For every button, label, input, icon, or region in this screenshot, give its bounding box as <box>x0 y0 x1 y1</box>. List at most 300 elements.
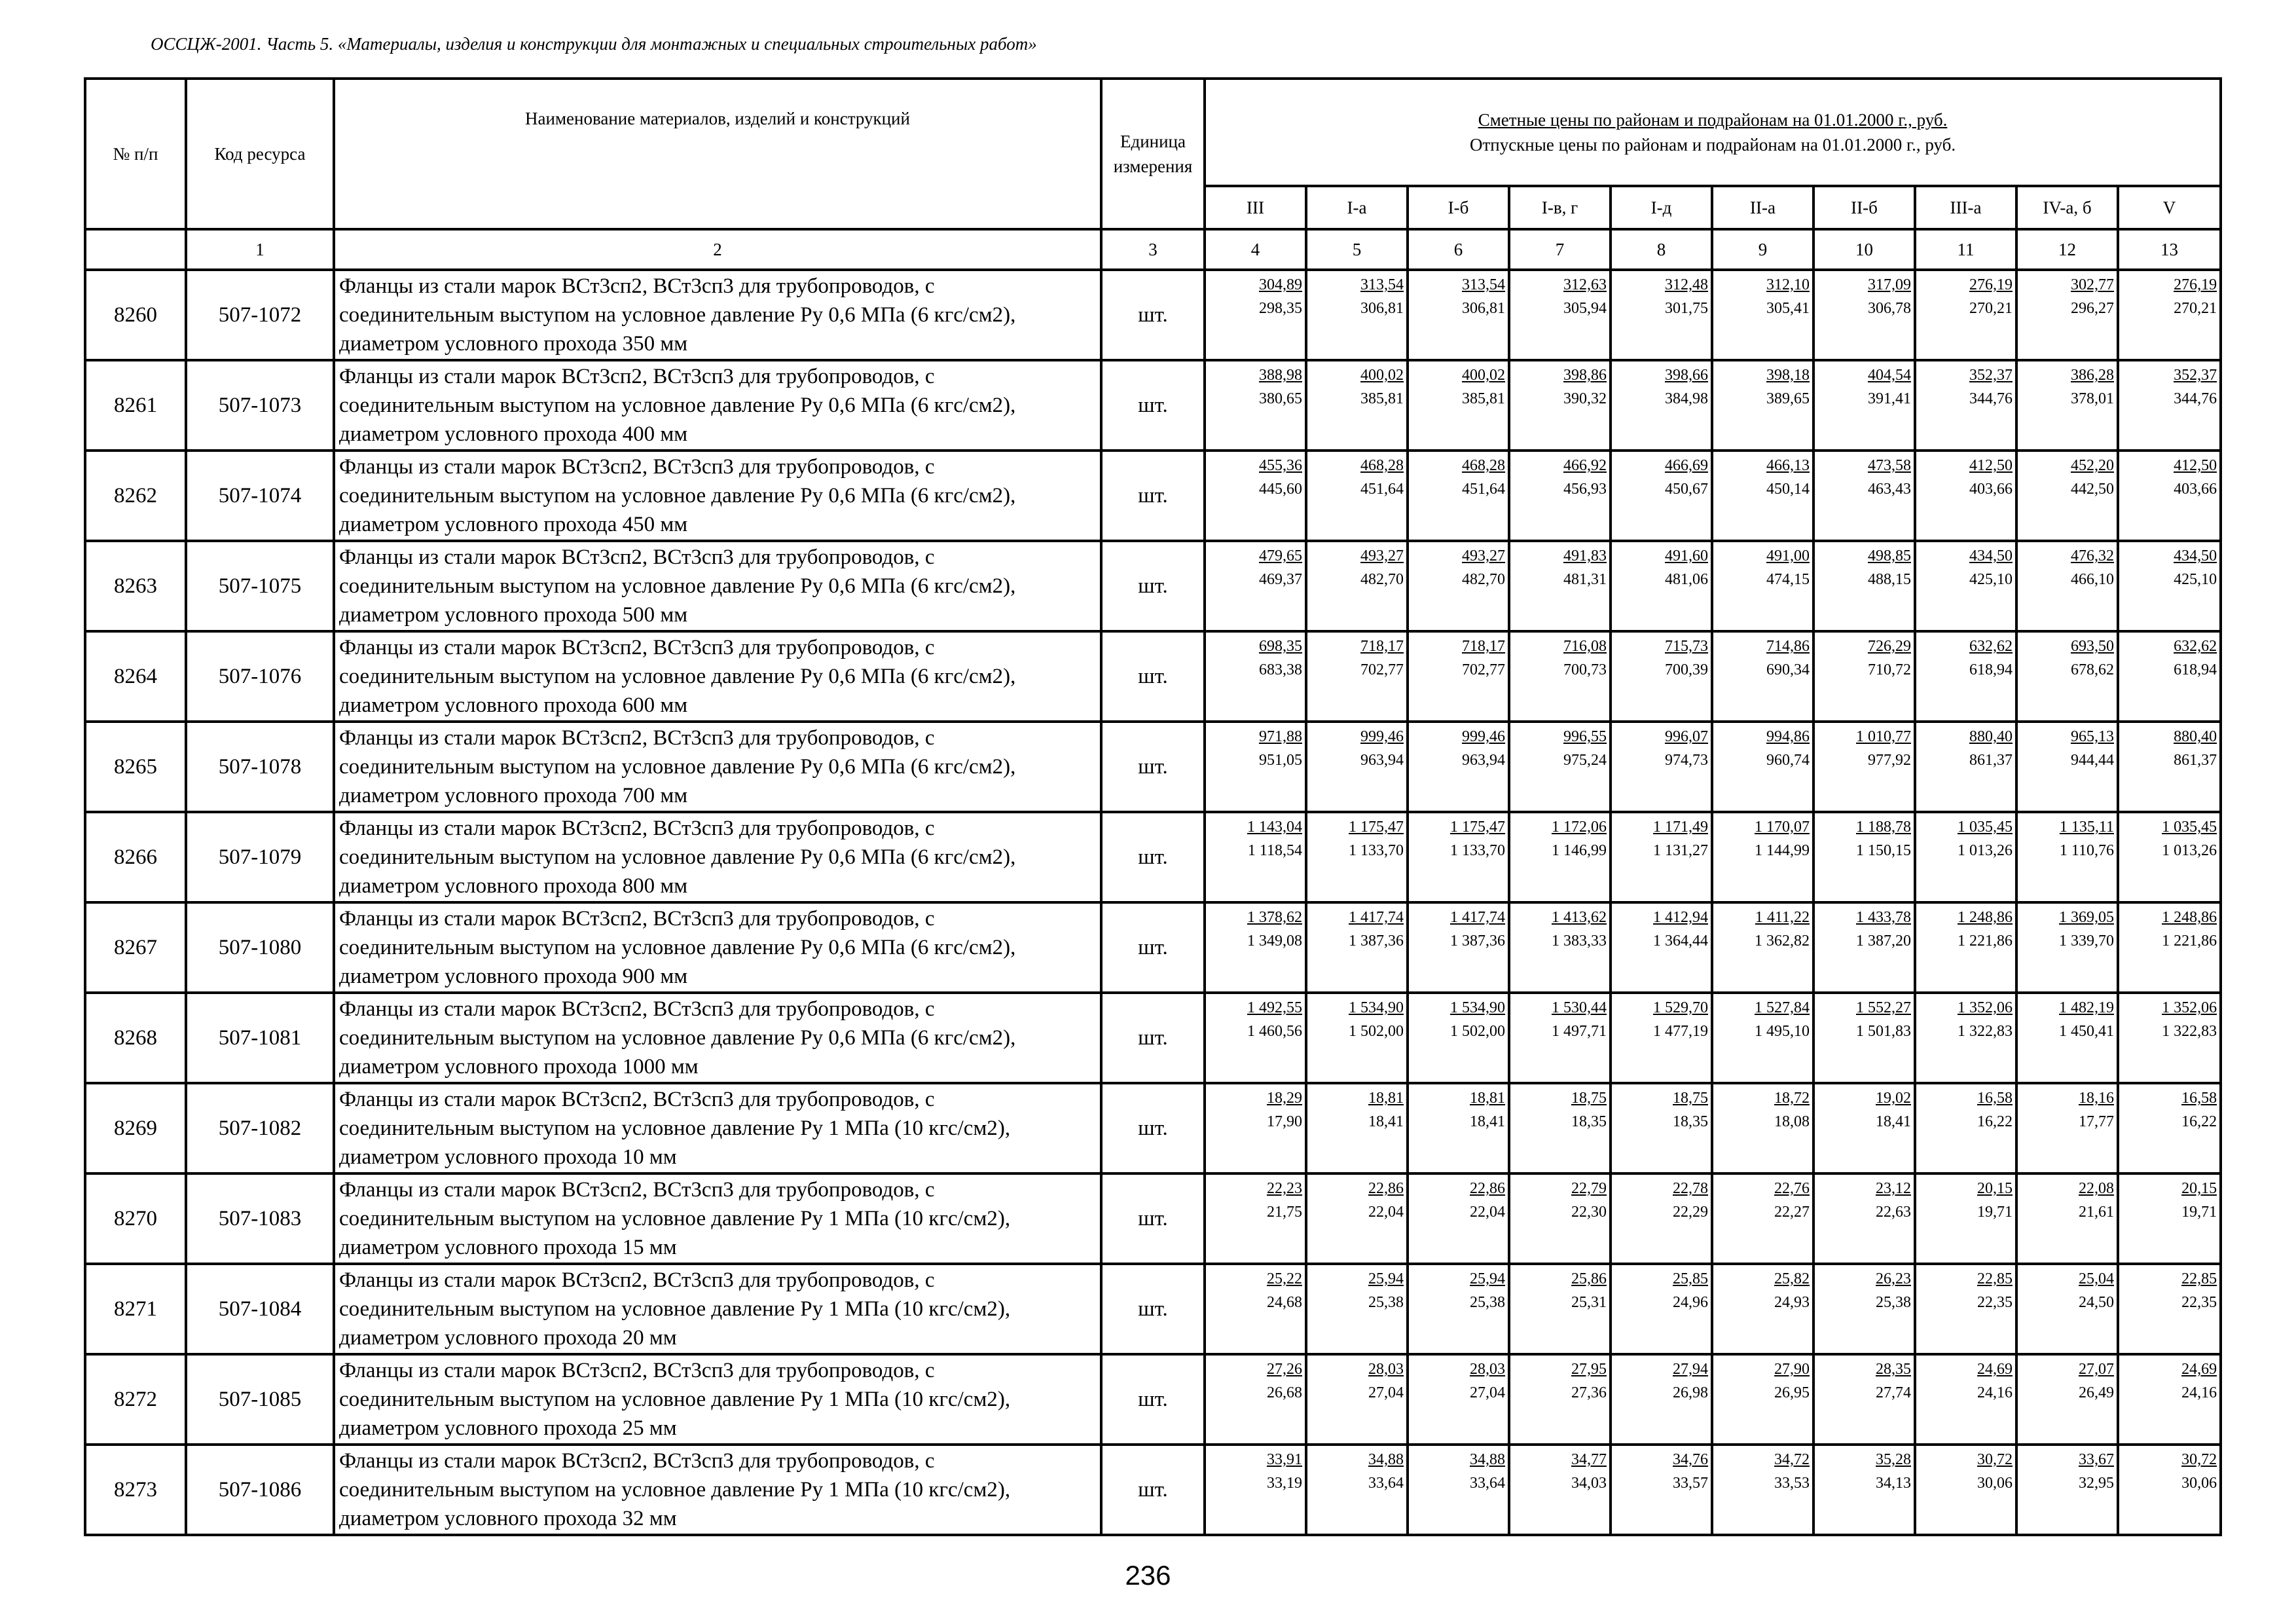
item-name-line: соединительным выступом на условное давление Ру 1 МПа (10 кгс/см2), <box>339 1207 1011 1230</box>
price-cell <box>1306 631 1408 722</box>
price-cell <box>2118 812 2221 902</box>
estimate-price: 22,85 <box>1977 1270 2013 1287</box>
price-cell <box>1509 541 1611 631</box>
price-cell <box>2118 270 2221 360</box>
price-cell <box>1509 631 1611 722</box>
price-cell <box>1813 270 1915 360</box>
price-cell <box>1509 270 1611 360</box>
unit: шт. <box>1101 1445 1205 1535</box>
release-price: 944,44 <box>2071 752 2114 769</box>
table-row <box>85 902 2221 993</box>
release-price: 25,38 <box>1368 1294 1404 1311</box>
release-price: 469,37 <box>1259 571 1302 588</box>
estimate-price: 33,67 <box>2079 1451 2114 1468</box>
item-name <box>334 1173 1101 1264</box>
price-cell <box>1915 812 2016 902</box>
release-price: 1 150,15 <box>1856 842 1911 859</box>
estimate-price: 996,07 <box>1665 728 1708 745</box>
release-price: 702,77 <box>1462 661 1505 678</box>
item-name-line: диаметром условного прохода 400 мм <box>339 422 688 446</box>
estimate-price: 28,03 <box>1470 1361 1505 1378</box>
release-price: 1 477,19 <box>1653 1023 1708 1040</box>
price-cell <box>2118 451 2221 541</box>
estimate-price: 1 188,78 <box>1856 819 1911 836</box>
row-number: 8260 <box>85 270 186 360</box>
price-cell <box>2016 993 2118 1083</box>
price-cell <box>1915 360 2016 451</box>
release-price: 33,53 <box>1774 1475 1810 1492</box>
price-cell <box>1205 1264 1306 1354</box>
estimate-price: 25,85 <box>1673 1270 1708 1287</box>
estimate-price: 34,88 <box>1368 1451 1404 1468</box>
item-name-line: Фланцы из стали марок ВСт3сп2, ВСт3сп3 для трубопроводов, с <box>339 726 935 750</box>
row-number: 8262 <box>85 451 186 541</box>
release-price: 344,76 <box>2174 390 2217 407</box>
estimate-price: 1 170,07 <box>1755 819 1810 836</box>
price-cell <box>2016 1083 2118 1173</box>
release-price: 24,16 <box>1977 1384 2013 1401</box>
unit: шт. <box>1101 541 1205 631</box>
release-price: 390,32 <box>1563 390 1607 407</box>
release-price: 21,61 <box>2079 1204 2114 1221</box>
release-price: 306,81 <box>1462 300 1505 317</box>
estimate-price: 714,86 <box>1766 638 1810 655</box>
release-price: 27,36 <box>1571 1384 1607 1401</box>
release-price: 22,04 <box>1470 1204 1505 1221</box>
price-cell <box>1611 812 1712 902</box>
item-name-line: диаметром условного прохода 450 мм <box>339 513 688 536</box>
price-cell <box>1205 1173 1306 1264</box>
price-cell <box>1306 902 1408 993</box>
release-price: 30,06 <box>1977 1475 2013 1492</box>
estimate-price: 491,60 <box>1665 547 1708 564</box>
price-cell <box>1408 270 1509 360</box>
release-price: 306,78 <box>1868 300 1911 317</box>
item-name-line: Фланцы из стали марок ВСт3сп2, ВСт3сп3 для трубопроводов, с <box>339 455 935 479</box>
estimate-price: 412,50 <box>1969 457 2013 474</box>
column-number: 4 <box>1205 229 1306 270</box>
release-price: 861,37 <box>1969 752 2013 769</box>
estimate-price: 1 482,19 <box>2059 999 2114 1016</box>
release-price: 618,94 <box>2174 661 2217 678</box>
release-price: 700,39 <box>1665 661 1708 678</box>
price-cell <box>1306 993 1408 1083</box>
estimate-price: 24,69 <box>2181 1361 2217 1378</box>
estimate-price: 27,94 <box>1673 1361 1708 1378</box>
price-cell <box>1712 1083 1813 1173</box>
estimate-price: 994,86 <box>1766 728 1810 745</box>
release-price: 298,35 <box>1259 300 1302 317</box>
price-cell <box>1712 1354 1813 1445</box>
estimate-price: 30,72 <box>2181 1451 2217 1468</box>
price-cell <box>1509 1354 1611 1445</box>
price-cell <box>2118 1445 2221 1535</box>
item-name-line: соединительным выступом на условное давление Ру 1 МПа (10 кгс/см2), <box>339 1116 1011 1140</box>
price-cell <box>1306 541 1408 631</box>
row-number: 8267 <box>85 902 186 993</box>
release-price: 1 364,44 <box>1653 932 1708 950</box>
release-price: 1 349,08 <box>1247 932 1302 950</box>
unit: шт. <box>1101 722 1205 812</box>
release-price: 26,98 <box>1673 1384 1708 1401</box>
header-row <box>85 79 2221 186</box>
estimate-price: 25,82 <box>1774 1270 1810 1287</box>
header-region: III <box>1205 186 1306 229</box>
estimate-price: 1 552,27 <box>1856 999 1911 1016</box>
release-price: 1 502,00 <box>1349 1023 1404 1040</box>
release-price: 33,19 <box>1267 1475 1302 1492</box>
item-name-line: соединительным выступом на условное давление Ру 1 МПа (10 кгс/см2), <box>339 1388 1011 1411</box>
header-region: III-а <box>1915 186 2016 229</box>
estimate-price: 466,13 <box>1766 457 1810 474</box>
estimate-price: 313,54 <box>1360 276 1404 293</box>
resource-code: 507-1079 <box>186 812 334 902</box>
price-cell <box>1915 1083 2016 1173</box>
estimate-price: 1 175,47 <box>1450 819 1505 836</box>
row-number: 8271 <box>85 1264 186 1354</box>
item-name-line: диаметром условного прохода 1000 мм <box>339 1055 699 1079</box>
release-price: 33,57 <box>1673 1475 1708 1492</box>
price-cell <box>1205 1445 1306 1535</box>
release-price: 18,35 <box>1673 1113 1708 1130</box>
release-price: 1 322,83 <box>1958 1023 2013 1040</box>
price-cell <box>1915 902 2016 993</box>
item-name <box>334 541 1101 631</box>
estimate-price: 404,54 <box>1868 367 1911 384</box>
price-cell <box>1712 360 1813 451</box>
release-price: 24,16 <box>2181 1384 2217 1401</box>
price-cell <box>1408 631 1509 722</box>
release-price: 466,10 <box>2071 571 2114 588</box>
price-cell <box>1205 541 1306 631</box>
price-cell <box>1611 1445 1712 1535</box>
price-cell <box>2016 1264 2118 1354</box>
item-name-line: соединительным выступом на условное давление Ру 0,6 МПа (6 кгс/см2), <box>339 1026 1016 1050</box>
estimate-price: 27,26 <box>1267 1361 1302 1378</box>
row-number: 8261 <box>85 360 186 451</box>
release-price: 1 133,70 <box>1349 842 1404 859</box>
estimate-price: 693,50 <box>2071 638 2114 655</box>
price-cell <box>1813 722 1915 812</box>
item-name-line: Фланцы из стали марок ВСт3сп2, ВСт3сп3 для трубопроводов, с <box>339 636 935 659</box>
item-name-line: Фланцы из стали марок ВСт3сп2, ВСт3сп3 для трубопроводов, с <box>339 907 935 931</box>
header-region: II-а <box>1712 186 1813 229</box>
release-price: 463,43 <box>1868 481 1911 498</box>
unit: шт. <box>1101 812 1205 902</box>
item-name <box>334 1083 1101 1173</box>
release-price: 1 450,41 <box>2059 1023 2114 1040</box>
item-name <box>334 1445 1101 1535</box>
price-cell <box>2016 270 2118 360</box>
release-price: 18,35 <box>1571 1113 1607 1130</box>
release-price: 1 144,99 <box>1755 842 1810 859</box>
estimate-price: 398,86 <box>1563 367 1607 384</box>
price-cell <box>1915 1445 2016 1535</box>
price-cell <box>2016 541 2118 631</box>
item-name <box>334 451 1101 541</box>
release-price: 450,67 <box>1665 481 1708 498</box>
column-number: 13 <box>2118 229 2221 270</box>
price-cell <box>1205 722 1306 812</box>
release-price: 474,15 <box>1766 571 1810 588</box>
unit: шт. <box>1101 1173 1205 1264</box>
estimate-price: 1 248,86 <box>2162 909 2217 926</box>
release-price: 30,06 <box>2181 1475 2217 1492</box>
item-name-line: соединительным выступом на условное давление Ру 0,6 МПа (6 кгс/см2), <box>339 845 1016 869</box>
release-price: 296,27 <box>2071 300 2114 317</box>
release-price: 442,50 <box>2071 481 2114 498</box>
price-cell <box>1509 451 1611 541</box>
item-name <box>334 360 1101 451</box>
estimate-price: 22,78 <box>1673 1180 1708 1197</box>
price-cell <box>1611 541 1712 631</box>
price-cell <box>1509 360 1611 451</box>
release-price: 975,24 <box>1563 752 1607 769</box>
estimate-price: 25,94 <box>1368 1270 1404 1287</box>
release-price: 1 460,56 <box>1247 1023 1302 1040</box>
price-cell <box>1509 722 1611 812</box>
estimate-price: 971,88 <box>1259 728 1302 745</box>
estimate-price: 632,62 <box>1969 638 2013 655</box>
estimate-price: 1 534,90 <box>1349 999 1404 1016</box>
column-number: 8 <box>1611 229 1712 270</box>
price-cell <box>1611 451 1712 541</box>
price-cell <box>1205 1354 1306 1445</box>
item-name-line: Фланцы из стали марок ВСт3сп2, ВСт3сп3 для трубопроводов, с <box>339 1088 935 1111</box>
price-cell <box>1306 1445 1408 1535</box>
release-price: 19,71 <box>1977 1204 2013 1221</box>
price-cell <box>1915 1173 2016 1264</box>
item-name-line: Фланцы из стали марок ВСт3сп2, ВСт3сп3 для трубопроводов, с <box>339 1178 935 1202</box>
estimate-price: 880,40 <box>2174 728 2217 745</box>
estimate-price: 34,88 <box>1470 1451 1505 1468</box>
price-cell <box>1915 1354 2016 1445</box>
resource-code: 507-1082 <box>186 1083 334 1173</box>
price-cell <box>1205 270 1306 360</box>
price-cell <box>1611 722 1712 812</box>
estimate-price: 30,72 <box>1977 1451 2013 1468</box>
release-price: 25,38 <box>1876 1294 1911 1311</box>
header-region: I-а <box>1306 186 1408 229</box>
release-price: 425,10 <box>1969 571 2013 588</box>
price-cell <box>2118 1083 2221 1173</box>
estimate-price: 715,73 <box>1665 638 1708 655</box>
price-cell <box>1408 1354 1509 1445</box>
estimate-price: 33,91 <box>1267 1451 1302 1468</box>
estimate-price: 28,35 <box>1876 1361 1911 1378</box>
estimate-price: 312,10 <box>1766 276 1810 293</box>
price-cell <box>1813 360 1915 451</box>
price-cell <box>2016 812 2118 902</box>
release-price: 963,94 <box>1360 752 1404 769</box>
release-price: 380,65 <box>1259 390 1302 407</box>
estimate-price: 400,02 <box>1462 367 1505 384</box>
price-cell <box>1509 1445 1611 1535</box>
release-price: 26,49 <box>2079 1384 2114 1401</box>
release-price: 22,27 <box>1774 1204 1810 1221</box>
estimate-price: 1 352,06 <box>2162 999 2217 1016</box>
resource-code: 507-1080 <box>186 902 334 993</box>
unit: шт. <box>1101 451 1205 541</box>
item-name-line: Фланцы из стали марок ВСт3сп2, ВСт3сп3 для трубопроводов, с <box>339 365 935 388</box>
estimate-price: 1 378,62 <box>1247 909 1302 926</box>
item-name-line: соединительным выступом на условное давление Ру 0,6 МПа (6 кгс/см2), <box>339 394 1016 417</box>
release-price: 33,64 <box>1470 1475 1505 1492</box>
price-cell <box>1408 451 1509 541</box>
estimate-price: 1 527,84 <box>1755 999 1810 1016</box>
release-price: 21,75 <box>1267 1204 1302 1221</box>
release-price: 451,64 <box>1462 481 1505 498</box>
price-cell <box>1813 1264 1915 1354</box>
price-cell <box>2016 1173 2118 1264</box>
estimate-price: 880,40 <box>1969 728 2013 745</box>
estimate-price: 455,36 <box>1259 457 1302 474</box>
price-cell <box>2016 451 2118 541</box>
estimate-price: 302,77 <box>2071 276 2114 293</box>
price-cell <box>1408 722 1509 812</box>
estimate-price: 20,15 <box>2181 1180 2217 1197</box>
item-name-line: Фланцы из стали марок ВСт3сп2, ВСт3сп3 для трубопроводов, с <box>339 1268 935 1292</box>
column-number-row <box>85 229 2221 270</box>
resource-code: 507-1074 <box>186 451 334 541</box>
item-name <box>334 270 1101 360</box>
header-num: № п/п <box>85 79 186 229</box>
column-number: 12 <box>2016 229 2118 270</box>
estimate-price: 1 369,05 <box>2059 909 2114 926</box>
price-cell <box>1306 270 1408 360</box>
release-price: 33,64 <box>1368 1475 1404 1492</box>
price-cell <box>1205 360 1306 451</box>
release-price: 391,41 <box>1868 390 1911 407</box>
estimate-price: 1 530,44 <box>1552 999 1607 1016</box>
release-price: 450,14 <box>1766 481 1810 498</box>
item-name-line: соединительным выступом на условное давление Ру 1 МПа (10 кгс/см2), <box>339 1478 1011 1502</box>
price-cell <box>1813 993 1915 1083</box>
estimate-price: 22,86 <box>1368 1180 1404 1197</box>
release-price: 1 502,00 <box>1450 1023 1505 1040</box>
estimate-price: 493,27 <box>1462 547 1505 564</box>
estimate-price: 398,66 <box>1665 367 1708 384</box>
release-price: 27,74 <box>1876 1384 1911 1401</box>
estimate-price: 466,69 <box>1665 457 1708 474</box>
row-number: 8269 <box>85 1083 186 1173</box>
release-price: 1 339,70 <box>2059 932 2114 950</box>
estimate-price: 1 171,49 <box>1653 819 1708 836</box>
estimate-price: 1 412,94 <box>1653 909 1708 926</box>
estimate-price: 965,13 <box>2071 728 2114 745</box>
price-cell <box>1712 1173 1813 1264</box>
estimate-price: 491,00 <box>1766 547 1810 564</box>
estimate-price: 466,92 <box>1563 457 1607 474</box>
price-cell <box>2016 722 2118 812</box>
table-row <box>85 270 2221 360</box>
release-price: 963,94 <box>1462 752 1505 769</box>
row-number: 8273 <box>85 1445 186 1535</box>
item-name-line: диаметром условного прохода 350 мм <box>339 332 688 356</box>
price-cell <box>2118 541 2221 631</box>
price-cell <box>1813 1445 1915 1535</box>
release-price: 861,37 <box>2174 752 2217 769</box>
price-cell <box>1509 812 1611 902</box>
estimate-price: 1 010,77 <box>1856 728 1911 745</box>
unit: шт. <box>1101 1264 1205 1354</box>
column-number: 6 <box>1408 229 1509 270</box>
price-cell <box>1205 1083 1306 1173</box>
price-cell <box>1813 1173 1915 1264</box>
resource-code: 507-1076 <box>186 631 334 722</box>
release-price: 960,74 <box>1766 752 1810 769</box>
item-name <box>334 902 1101 993</box>
release-price: 482,70 <box>1360 571 1404 588</box>
release-price: 488,15 <box>1868 571 1911 588</box>
release-price: 1 013,26 <box>1958 842 2013 859</box>
item-name <box>334 722 1101 812</box>
release-price: 27,04 <box>1368 1384 1404 1401</box>
release-price: 482,70 <box>1462 571 1505 588</box>
table-row <box>85 722 2221 812</box>
estimate-price: 304,89 <box>1259 276 1302 293</box>
price-cell <box>1509 902 1611 993</box>
item-name-line: Фланцы из стали марок ВСт3сп2, ВСт3сп3 для трубопроводов, с <box>339 817 935 840</box>
estimate-price: 25,04 <box>2079 1270 2114 1287</box>
estimate-price: 313,54 <box>1462 276 1505 293</box>
table-row <box>85 993 2221 1083</box>
estimate-price: 999,46 <box>1360 728 1404 745</box>
resource-code: 507-1078 <box>186 722 334 812</box>
estimate-price: 25,22 <box>1267 1270 1302 1287</box>
release-price: 1 118,54 <box>1247 842 1302 859</box>
release-price: 19,71 <box>2181 1204 2217 1221</box>
price-cell <box>1306 722 1408 812</box>
price-cell <box>1712 902 1813 993</box>
item-name-line: соединительным выступом на условное давление Ру 0,6 МПа (6 кгс/см2), <box>339 665 1016 688</box>
estimate-price: 24,69 <box>1977 1361 2013 1378</box>
release-price: 17,77 <box>2079 1113 2114 1130</box>
item-name-line: диаметром условного прохода 20 мм <box>339 1326 677 1350</box>
row-number: 8268 <box>85 993 186 1083</box>
estimate-price: 498,85 <box>1868 547 1911 564</box>
price-cell <box>1813 541 1915 631</box>
item-name-line: диаметром условного прохода 900 мм <box>339 965 688 988</box>
release-price: 1 013,26 <box>2162 842 2217 859</box>
estimate-price: 1 417,74 <box>1450 909 1505 926</box>
estimate-price: 1 135,11 <box>2059 819 2114 836</box>
estimate-price: 18,75 <box>1571 1090 1607 1107</box>
price-cell <box>1712 812 1813 902</box>
release-price: 1 221,86 <box>1958 932 2013 950</box>
price-cell <box>1408 993 1509 1083</box>
release-price: 25,38 <box>1470 1294 1505 1311</box>
estimate-price: 468,28 <box>1462 457 1505 474</box>
estimate-price: 34,76 <box>1673 1451 1708 1468</box>
estimate-price: 1 433,78 <box>1856 909 1911 926</box>
item-name-line: Фланцы из стали марок ВСт3сп2, ВСт3сп3 для трубопроводов, с <box>339 545 935 569</box>
price-cell <box>1205 451 1306 541</box>
release-price: 977,92 <box>1868 752 1911 769</box>
estimate-price: 352,37 <box>1969 367 2013 384</box>
table-row <box>85 541 2221 631</box>
price-cell <box>2016 1354 2118 1445</box>
item-name-line: диаметром условного прохода 500 мм <box>339 603 688 627</box>
release-price: 700,73 <box>1563 661 1607 678</box>
release-price: 27,04 <box>1470 1384 1505 1401</box>
price-cell <box>2118 1354 2221 1445</box>
price-cell <box>2118 631 2221 722</box>
resource-code: 507-1085 <box>186 1354 334 1445</box>
price-cell <box>1205 902 1306 993</box>
release-price: 18,41 <box>1470 1113 1505 1130</box>
estimate-price: 1 534,90 <box>1450 999 1505 1016</box>
